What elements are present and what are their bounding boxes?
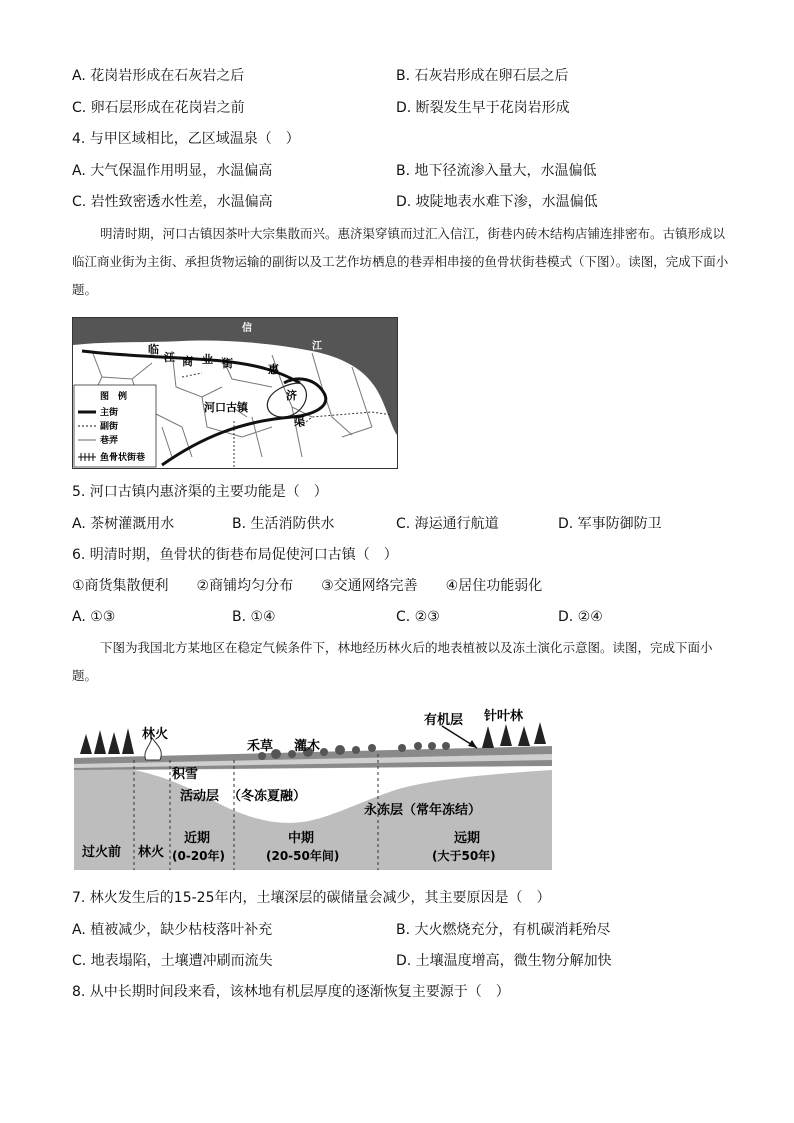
legend-title: 图 例	[100, 392, 128, 402]
stage-recent-range: (0-20年)	[172, 849, 225, 863]
label-permafrost: 永冻层（常年冻结）	[364, 803, 482, 818]
q5-option-b: B. 生活消防供水	[232, 516, 335, 532]
q5-stem: 5. 河口古镇内惠济渠的主要功能是（ ）	[72, 484, 328, 500]
street-char-2: 江	[164, 351, 175, 364]
stage-long-range: (大于50年)	[432, 849, 496, 863]
label-shrub: 灌木	[294, 739, 321, 754]
q6-option-b: B. ①④	[232, 609, 276, 625]
river-char-2: 江	[312, 341, 322, 352]
q7-stem: 7. 林火发生后的15-25年内，土壤深层的碳储量会减少，其主要原因是（ ）	[72, 890, 551, 906]
street-char-4: 业	[202, 353, 213, 366]
q4-option-c: C. 岩性致密透水性差，水温偏高	[72, 194, 273, 210]
stage-before-fire: 过火前	[82, 845, 122, 860]
q7-option-a: A. 植被减少，缺少枯枝落叶补充	[72, 922, 273, 938]
stage-mid: 中期	[288, 831, 315, 846]
river-char-1: 信	[242, 323, 252, 334]
label-organic: 有机层	[424, 713, 464, 728]
q6-stem: 6. 明清时期，鱼骨状的街巷布局促使河口古镇（ ）	[72, 547, 398, 563]
label-snow: 积雪	[172, 767, 199, 782]
street-char-1: 临	[148, 343, 159, 356]
stage-mid-range: (20-50年间)	[266, 849, 340, 863]
q3-option-d: D. 断裂发生早于花岗岩形成	[396, 100, 570, 116]
stage-recent: 近期	[184, 831, 211, 846]
street-char-3: 商	[182, 355, 193, 368]
permafrost-diagram	[72, 704, 554, 872]
q4-option-a: A. 大气保温作用明显，水温偏高	[72, 163, 273, 179]
q6-items: ①商货集散便利 ②商铺均匀分布 ③交通网络完善 ④居住功能弱化	[72, 578, 543, 594]
q6-option-a: A. ①③	[72, 609, 116, 625]
label-grass: 禾草	[247, 739, 274, 754]
q3-option-c: C. 卵石层形成在花岗岩之前	[72, 100, 245, 116]
canal-char-3: 渠	[294, 415, 305, 428]
q6-option-d: D. ②④	[558, 609, 603, 625]
q5-option-c: C. 海运通行航道	[396, 516, 499, 532]
legend-sub-street: 副街	[100, 422, 119, 432]
q5-option-d: D. 军事防御防卫	[558, 516, 662, 532]
stage-long: 远期	[454, 831, 481, 846]
street-char-5: 街	[222, 357, 233, 370]
q4-stem: 4. 与甲区域相比，乙区域温泉（ ）	[72, 131, 300, 147]
legend-main-street: 主街	[100, 408, 119, 418]
legend-fishbone: 鱼骨状街巷	[100, 453, 146, 463]
passage-permafrost: 下图为我国北方某地区在稳定气候条件下，林地经历林火后的地表植被以及冻土演化示意图。读图，完成下面小题。	[72, 640, 713, 683]
q4-option-b: B. 地下径流渗入量大，水温偏低	[396, 163, 597, 179]
label-active-note: （冬冻夏融）	[228, 789, 307, 804]
hekou-street-map	[72, 317, 398, 469]
q4-option-d: D. 坡陡地表水难下渗，水温偏低	[396, 194, 598, 210]
label-fire: 林火	[142, 727, 169, 742]
label-conifer: 针叶林	[484, 709, 524, 724]
town-label: 河口古镇	[204, 401, 248, 414]
q5-option-a: A. 茶树灌溉用水	[72, 516, 175, 532]
label-active-layer: 活动层	[180, 789, 220, 804]
q7-option-b: B. 大火燃烧充分，有机碳消耗殆尽	[396, 922, 611, 938]
q3-option-b: B. 石灰岩形成在卵石层之后	[396, 68, 569, 84]
q8-stem: 8. 从中长期时间段来看，该林地有机层厚度的逐渐恢复主要源于（ ）	[72, 984, 510, 1000]
passage-hekou: 明清时期，河口古镇因茶叶大宗集散而兴。惠济渠穿镇而过汇入信江，街巷内砖木结构店铺连排密布。古镇形成以临江商业街为主街、承担货物运输的副街以及工艺作坊栖息的巷弄相串接的鱼骨状街巷模式（下图）。读图，完成下面小题。	[72, 226, 729, 297]
q7-option-d: D. 土壤温度增高，微生物分解加快	[396, 953, 612, 969]
stage-fire: 林火	[138, 845, 165, 860]
q7-option-c: C. 地表塌陷，土壤遭冲刷而流失	[72, 953, 273, 969]
q6-option-c: C. ②③	[396, 609, 440, 625]
legend-alley: 巷弄	[100, 436, 119, 446]
canal-char-1: 惠	[268, 363, 279, 376]
canal-char-2: 济	[286, 389, 297, 402]
q3-option-a: A. 花岗岩形成在石灰岩之后	[72, 68, 245, 84]
